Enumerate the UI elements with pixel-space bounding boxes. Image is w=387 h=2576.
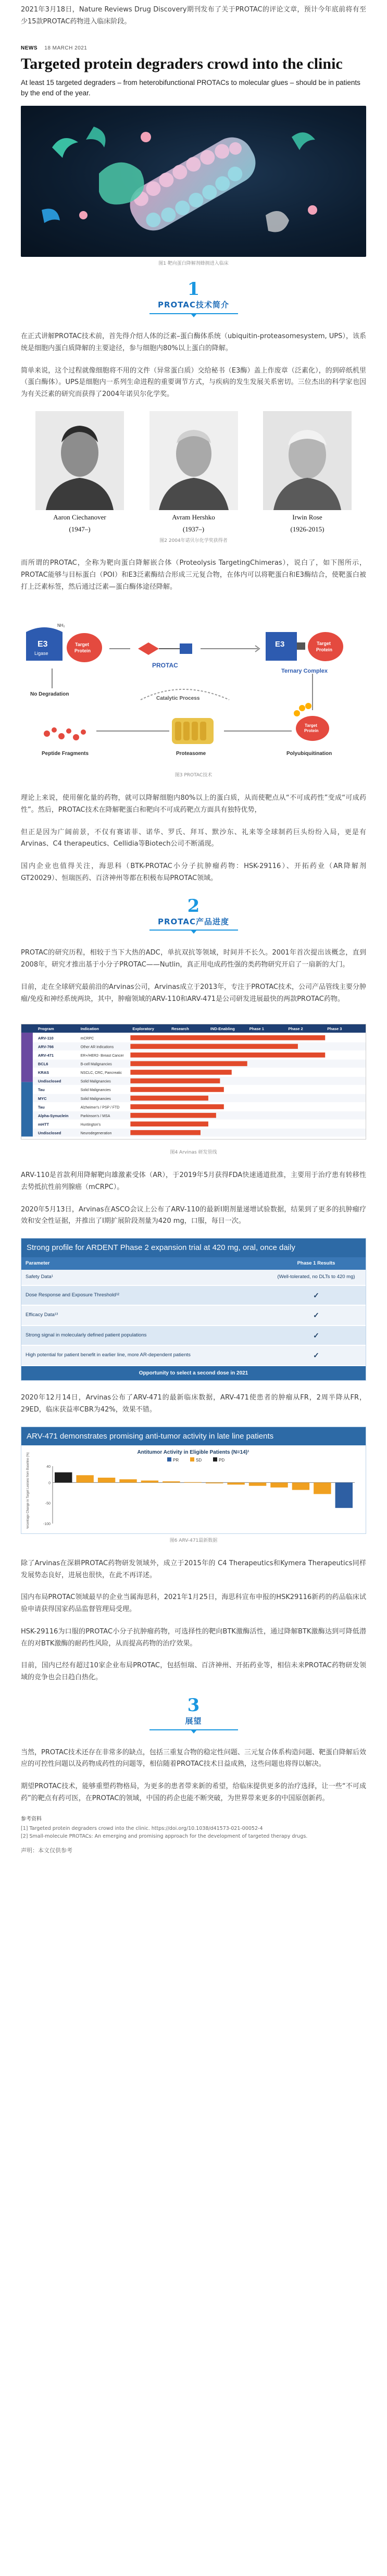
laureate-years: (1947–) <box>69 525 91 533</box>
portrait-image <box>149 411 238 510</box>
table-row <box>21 1285 366 1306</box>
figure-2-caption: 图2 2004年诺贝尔化学奖获得者 <box>159 538 228 543</box>
waterfall-chart <box>21 1445 366 1529</box>
protein-label-left: Protein <box>74 648 91 653</box>
legend-swatch <box>167 1457 171 1462</box>
progress-bar <box>130 1122 208 1127</box>
progress-bar <box>130 1079 220 1084</box>
chart-bar <box>249 1483 266 1486</box>
table-row <box>21 1345 366 1366</box>
ligase-label-left: Ligase <box>34 650 48 656</box>
result-cell: (Well-tolerated, no DLTs to 420 mg) <box>267 1270 366 1285</box>
intro-paragraph: 2021年3月18日，Nature Reviews Drug Discovery期刊发布了关于PROTAC的评论文章，预计今年底前将有至少15款PROTAC药物进入临床阶段。 <box>21 6 366 26</box>
param-cell: Safety Data¹ <box>21 1270 267 1285</box>
program-cell: Tau <box>38 1087 45 1093</box>
program-cell: Undisclosed <box>38 1079 61 1084</box>
y-tick-label: 40 <box>46 1465 51 1469</box>
pipeline-header-cell: IND-Enabling <box>210 1026 235 1032</box>
pipeline-header-cell: Research <box>171 1026 189 1032</box>
pipeline-header-cell: Indication <box>80 1026 99 1032</box>
y-tick-label: -100 <box>43 1522 51 1527</box>
paragraph: 而所谓的PROTAC，全称为靶向蛋白降解嵌合体（Proteolysis TargetingChimeras），说白了，如下图所示，PROTAC能够与目标蛋白（POI）和E3泛素酶结合形成三元复合物，在体内可以将靶蛋白和E3酶结合，使靶蛋白被打上泛素标签，然后通过泛素—蛋白酶体途径降解。 <box>21 559 366 591</box>
chart-bar <box>184 1482 202 1483</box>
laureate-card <box>263 411 352 534</box>
nh2-label: NH₂ <box>57 623 65 628</box>
section-header-1 <box>21 280 366 317</box>
pipeline-header-cell: Phase 3 <box>327 1026 342 1032</box>
legend-swatch <box>190 1457 194 1462</box>
catalytic-label: Catalytic Process <box>156 695 200 701</box>
legend-label: PR <box>173 1458 179 1463</box>
param-cell: Strong signal in molecularly defined patient populations <box>21 1326 267 1346</box>
paragraph: HSK-29116为口服的PROTAC小分子抗肿瘤药物，可选择性的靶向BTK激酶活性，通过降解BTK激酶达到可降低潜在的对BTK激酶的耐药性风险，从而提高药物的治疗效果。 <box>21 1627 366 1648</box>
portrait-image <box>35 411 124 510</box>
laureate-name: Aaron Ciechanover <box>53 513 106 521</box>
progress-bar <box>130 1105 223 1110</box>
reference-item[interactable]: [1] Targeted protein degraders crowd into the clinic. https://doi.org/10.1038/d41573-021-00052-4 <box>21 1825 263 1831</box>
phase1-results-table <box>21 1257 366 1366</box>
arvinas-pipeline-table <box>21 1024 366 1139</box>
param-cell: Efficacy Data¹³ <box>21 1305 267 1326</box>
chart-card-title: ARV-471 demonstrates promising anti-tumor activity in late line patients <box>21 1427 366 1446</box>
indication-cell: Other AR indications <box>80 1045 114 1049</box>
program-cell: Tau <box>38 1105 45 1110</box>
chart-bar <box>163 1481 180 1482</box>
paragraph: 目前，国内已经有超过10家企业布局PROTAC，包括恒瑞、百济神州、开拓药业等，相信未来PROTAC药物研发领域的竞争也会日趋白热化。 <box>21 1662 366 1682</box>
progress-bar <box>130 1130 201 1135</box>
news-date: 18 MARCH 2021 <box>44 45 88 51</box>
section-number: 3 <box>187 1694 200 1716</box>
neuro-group-tab <box>21 1082 33 1137</box>
program-cell: Undisclosed <box>38 1131 61 1136</box>
arv471-chart-card <box>21 1427 366 1534</box>
protac-mechanism-figure <box>21 611 366 762</box>
oncology-group-tab <box>21 1033 33 1082</box>
paragraph: 但正是因为广阔前景，不仅有赛诺菲、诺华、罗氏、拜耳、默沙东、礼来等全球制药巨头纷纷入局，更是有Arvinas、C4 therapeutics、Cellidia等Biotech公司不断涌现。 <box>21 828 366 848</box>
chart-bar <box>292 1483 309 1490</box>
section-title-wrap <box>154 915 233 928</box>
paragraph: 2020年12月14日，Arvinas公布了ARV-471的最新临床数据，ARV-471使患者的肿瘤从FR，2周半降从FR，29ED，临床获益率CBR为42%，效果不错。 <box>21 1394 366 1414</box>
indication-cell: mCRPC <box>80 1037 94 1041</box>
chart-bar <box>227 1483 244 1485</box>
y-tick-label: 0 <box>48 1481 51 1485</box>
laureate-name: Irwin Rose <box>292 513 322 521</box>
chart-bar <box>335 1483 353 1508</box>
program-cell: ARV-110 <box>38 1036 54 1041</box>
progress-bar <box>130 1044 298 1049</box>
paragraph: 国内企业也值得关注，海思科（BTK-PROTAC小分子抗肿瘤药物：HSK-29116）、开拓药业（AR降解剂GT20029）、恒瑞医药、百济神州等都在积极布局PROTAC领域。 <box>21 862 366 882</box>
section-title: PROTAC技术简介 <box>158 300 229 310</box>
indication-cell: Solid Malignancies <box>80 1088 111 1093</box>
figure-3-caption: 图3 PROTAC技术 <box>174 773 213 778</box>
laureate-portrait <box>35 411 124 510</box>
no-degradation-label: No Degradation <box>30 691 69 697</box>
section-header-3 <box>21 1696 366 1733</box>
nobel-laureates <box>21 411 366 534</box>
paragraph: 理论上来说，使用催化量的药物，就可以降解细胞内80%以上的蛋白质，从而使靶点从“不可成药性”变成“可成药性”。然后，PROTAC技术在降解靶蛋白和靶向不可成药靶点方面具有独特优势， <box>21 794 366 814</box>
laureate-portrait <box>149 411 238 510</box>
progress-bar <box>130 1061 247 1067</box>
check-icon: ✓ <box>267 1305 366 1326</box>
section-pointer-icon <box>191 314 196 317</box>
figure-1-caption: 图1 靶向蛋白降解剂蜂拥进入临床 <box>158 261 229 266</box>
hero-illustration <box>21 106 366 257</box>
pipeline-header-cell: Exploratory <box>132 1026 154 1032</box>
pipeline-header-cell: Program <box>38 1026 54 1032</box>
pipeline-header-cell: Phase 1 <box>249 1026 264 1032</box>
section-header-2 <box>21 897 366 934</box>
paragraph: 国内布局PROTAC领域最早的企业当属海思科，2021年1月25日，海思科宣布申报的HSK29116新药的药品临床试验申请获得国家药品监督管理局受理。 <box>21 1593 366 1614</box>
indication-cell: Parkinson's / MSA <box>80 1114 110 1119</box>
progress-bar <box>130 1087 223 1093</box>
program-cell: MYC <box>38 1096 47 1101</box>
footer-note: 声明：本文仅供参考 <box>21 1847 72 1854</box>
indication-cell: B-cell Malignancies <box>80 1062 112 1067</box>
laureate-card <box>35 411 124 534</box>
indication-cell: Solid Malignancies <box>80 1097 111 1101</box>
indication-cell: Huntington's <box>80 1123 101 1127</box>
paragraph: 除了Arvinas在深耕PROTAC药物研发领域外，成立于2015年的 C4 Therapeutics和Kymera Therapeutics同样发展势态良好，进展也很快，在此不再详述。 <box>21 1559 366 1579</box>
y-axis-label: Best Percentage Change in Target Lesions from Baseline (%) <box>27 1452 30 1529</box>
card-footer: Opportunity to select a second dose in 2021 <box>21 1366 366 1381</box>
section-title: PROTAC产品进度 <box>158 917 229 926</box>
references <box>21 1815 366 1840</box>
news-standfirst: At least 15 targeted degraders – from heterobifunctional PROTACs to molecular glues – should be in patients by the end of the year. <box>21 79 360 97</box>
protein-label-right: Protein <box>316 647 333 652</box>
section-title-wrap <box>154 298 233 312</box>
legend-label: PD <box>219 1458 225 1463</box>
chart-bar <box>314 1483 331 1494</box>
figure-6-caption: 图6 ARV-471最新数据 <box>169 1538 218 1544</box>
section-number: 1 <box>187 279 200 300</box>
indication-cell: ER+/HER2- Breast Cancer <box>80 1054 124 1058</box>
e3-label-left: E3 <box>38 639 48 649</box>
paragraph: 简单来说，这个过程就像细胞将不用的文件（异常蛋白质）交给秘书（E3酶）盖上作废章（泛素化），的到碎纸机里（蛋白酶体）。UPS是细胞内一系列生命进程的重要调节方式，与疾病的发生发展关系密切。三位杰出的科学家也因为有关泛素的研究而获得了2004年诺贝尔化学奖。 <box>21 366 366 399</box>
protein-label-poly: Protein <box>304 728 319 733</box>
ardent-phase2-card <box>21 1238 366 1381</box>
program-cell: Alpha-Synuclein <box>38 1113 69 1119</box>
nature-news-card <box>21 44 366 268</box>
laureate-portrait <box>263 411 352 510</box>
param-cell: High potential for patient benefit in earlier line, more AR-dependent patients <box>21 1345 267 1366</box>
degrader-illustration <box>21 106 366 257</box>
program-cell: BCL6 <box>38 1061 48 1067</box>
target-label-left: Target <box>75 641 89 647</box>
program-cell: mHTT <box>38 1122 49 1127</box>
chart-bar <box>55 1472 72 1483</box>
target-label-right: Target <box>317 640 331 646</box>
target-label-poly: Target <box>305 723 317 728</box>
check-icon: ✓ <box>267 1285 366 1306</box>
chart-bar <box>76 1476 93 1483</box>
laureate-years: (1937–) <box>182 525 205 533</box>
paragraph: 期望PROTAC技术，能够重塑药物格局，为更多的患者带来新的希望，给临床提供更多的治疗选择，让一些“不可成药”的靶点有药可医，在PROTAC的领域，中国的药企也能不断突破，为世界带来更多的中国原创新药。 <box>21 1782 366 1802</box>
news-meta <box>21 44 366 53</box>
check-icon: ✓ <box>267 1345 366 1366</box>
figure-4-caption: 图4 Arvinas 研发管线 <box>170 1150 217 1156</box>
chart-title: Antitumor Activity in Eligible Patients (N=14)¹ <box>137 1450 249 1456</box>
paragraph: 目前，走在全球研究最前沿的Arvinas公司，Arvinas成立于2013年，专注于PROTAC技术，公司产品管线主要分肿瘤/免疫和神经系统两块，其中，肿瘤领域的ARV-110和ARV-471是公司研发进展最快的两款PROTAC药物。 <box>21 983 366 1003</box>
program-cell: ARV-766 <box>38 1044 54 1049</box>
laureate-years: (1926-2015) <box>290 525 324 533</box>
polyub-label: Polyubiquitination <box>286 750 332 757</box>
reference-item[interactable]: [2] Small-molecule PROTACs: An emerging and promising approach for the development of targeted therapy drugs. <box>21 1833 308 1839</box>
program-cell: ARV-471 <box>38 1053 54 1058</box>
section-title-wrap <box>181 1714 206 1728</box>
proteasome-label: Proteasome <box>176 750 206 757</box>
references-title: 参考资料 <box>21 1816 42 1822</box>
laureate-card <box>149 411 238 534</box>
section-pointer-icon <box>191 931 196 934</box>
ternary-label: Ternary Complex <box>281 667 328 674</box>
col-results: Phase 1 Results <box>267 1257 366 1270</box>
pipeline-header-bar <box>21 1024 366 1033</box>
chart-bar <box>141 1481 158 1483</box>
section-pointer-icon <box>191 1730 196 1733</box>
chart-bar <box>270 1483 288 1488</box>
indication-cell: Neurodegeneration <box>80 1132 112 1136</box>
table-row <box>21 1305 366 1326</box>
section-number: 2 <box>187 895 200 917</box>
progress-bar <box>130 1113 216 1118</box>
indication-cell: Solid Malignancies <box>80 1080 111 1084</box>
paragraph: 在正式讲解PROTAC技术前，首先得介绍人体的泛素–蛋白酶体系统（ubiquitin-proteasomesystem, UPS），该系统是细胞内蛋白质降解的主要途径，参与细胞内80%以上蛋白的降解。 <box>21 332 366 352</box>
program-cell: KRAS <box>38 1070 49 1075</box>
param-cell: Dose Response and Exposure Threshold¹² <box>21 1285 267 1306</box>
portrait-image <box>263 411 352 510</box>
progress-bar <box>130 1070 231 1075</box>
chart-bar <box>119 1480 136 1483</box>
table-row <box>21 1270 366 1285</box>
indication-cell: NSCLC, CRC, Pancreatic <box>80 1071 122 1075</box>
chart-bar <box>98 1478 115 1482</box>
progress-bar <box>130 1035 325 1041</box>
table-row <box>21 1326 366 1346</box>
card-title: Strong profile for ARDENT Phase 2 expansion trial at 420 mg, oral, once daily <box>21 1239 366 1257</box>
pipeline-header-cell: Phase 2 <box>288 1026 303 1032</box>
news-tag: NEWS <box>21 45 38 51</box>
col-parameter: Parameter <box>21 1257 267 1270</box>
chart-bar <box>206 1483 223 1484</box>
legend-label: SD <box>196 1458 202 1463</box>
section-title: 展望 <box>185 1716 202 1726</box>
e3-label-right: E3 <box>275 639 285 649</box>
paragraph: 当然，PROTAC技术还存在非常多的缺点，包括三重复合物的稳定性问题、三元复合体系构造问题、靶蛋白降解后效应的可控性问题以及药物成药性的问题等，相信随着PROTAC技术日益成熟，这些问题也将得以解决。 <box>21 1748 366 1768</box>
y-tick-label: -50 <box>45 1502 51 1506</box>
protac-label: PROTAC <box>152 661 178 669</box>
laureate-name: Avram Hershko <box>172 513 215 521</box>
progress-bar <box>130 1052 325 1058</box>
news-title: Targeted protein degraders crowd into the clinic <box>21 55 343 72</box>
legend-swatch <box>213 1457 217 1462</box>
paragraph: PROTAC的研究历程，相较于当下大热的ADC，单抗双抗等领域，时间并不长久。2001年首次提出该概念，直到2008年，研究才推出基于小分子PROTAC——Nutlin，真正用电成药性强的类药物研究开启了一扇新的大门。 <box>21 949 366 969</box>
progress-bar <box>130 1096 208 1101</box>
indication-cell: Alzheimer's / PSP / FTD <box>80 1106 120 1110</box>
peptide-label: Peptide Fragments <box>42 750 89 757</box>
paragraph: 2020年5月13日，Arvinas在ASCO会议上公布了ARV-110的最新I期剂量递增试验数据，结果到了更多的抗肿瘤疗效和安全性证据，并推出了I期扩展阶段剂量为420 mg，口服，每日一次。 <box>21 1205 366 1225</box>
check-icon: ✓ <box>267 1326 366 1346</box>
paragraph: ARV-110是首款利用降解靶向雄激素受体（AR），于2019年5月获得FDA快速通道批准，主要用于治疗患有转移性去势抵抗性前列腺癌（mCRPC）。 <box>21 1171 366 1191</box>
